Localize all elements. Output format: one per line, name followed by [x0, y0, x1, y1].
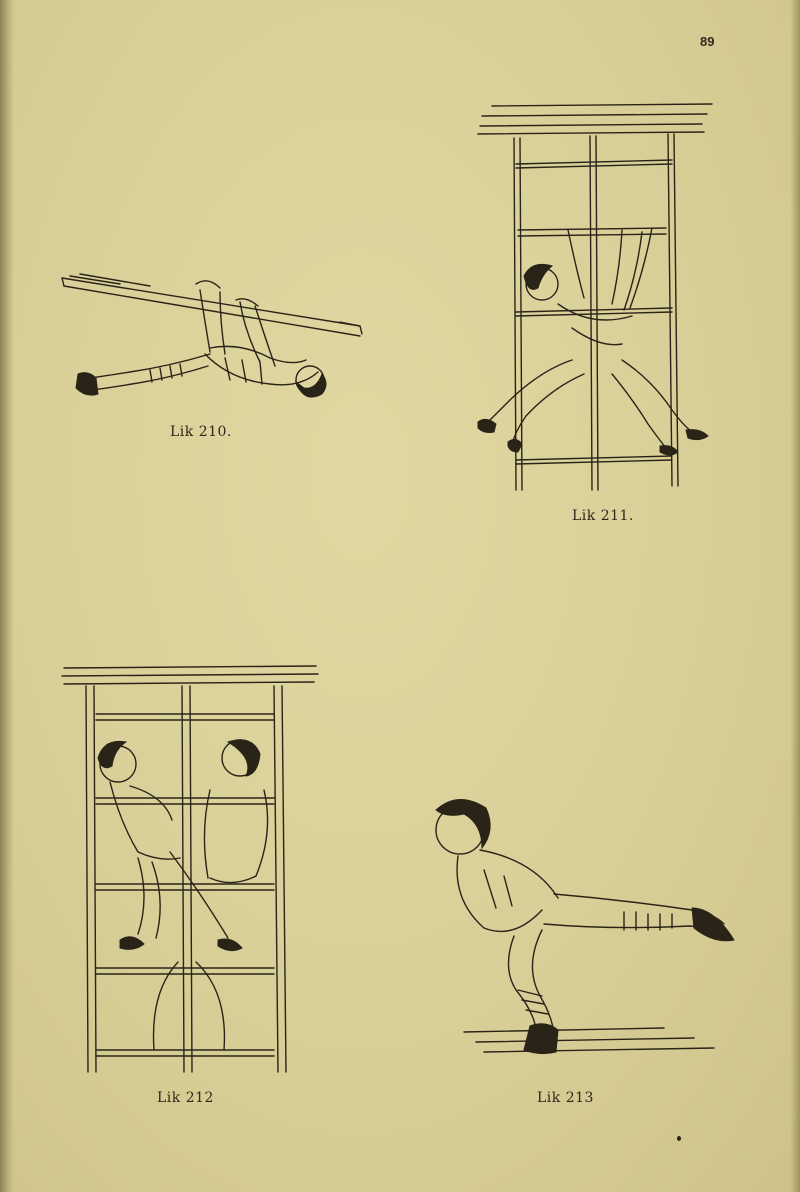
figure-211-illustration [472, 98, 717, 498]
figure-212-caption: Lik 212 [157, 1090, 214, 1106]
ink-speck [677, 1136, 681, 1141]
figure-211-caption: Lik 211. [572, 508, 634, 524]
figure-213-illustration [424, 790, 740, 1060]
page-number: 89 [700, 34, 715, 49]
page-edge-shadow-right [790, 0, 800, 1192]
figure-212-illustration [60, 662, 320, 1082]
figure-210-illustration [60, 262, 370, 412]
figure-210-caption: Lik 210. [170, 424, 232, 440]
figure-213-caption: Lik 213 [537, 1090, 594, 1106]
page-edge-shadow-left [0, 0, 14, 1192]
